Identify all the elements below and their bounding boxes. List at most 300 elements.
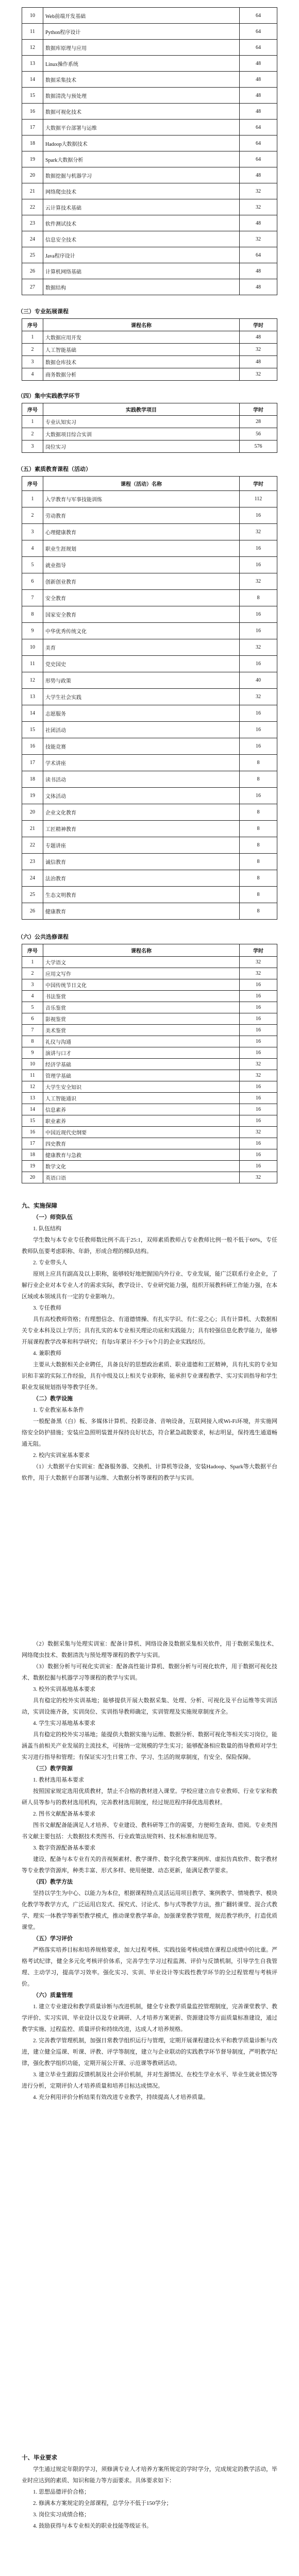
cell-index: 1 — [22, 491, 43, 507]
cell-name: 大数据项目综合实训 — [43, 428, 240, 440]
cell-name: 党史国史 — [43, 656, 240, 672]
cell-name: Spark大数据分析 — [43, 151, 240, 167]
cell-hours: 32 — [240, 573, 277, 590]
section-heading: 3. 数字资源配备基本要求 — [33, 1845, 95, 1851]
table-row — [22, 1149, 277, 1161]
paragraph: 建设、配备与本专业有关的音视频素材、教学课件、数字化教学案例库、虚拟仿真软件、数字教材等专业教学资源库，种类丰富、形式多样、使用便捷、动态更新，能满足教学要求。 — [22, 1856, 277, 1874]
cell-index: 20 — [22, 804, 43, 821]
section-heading: （六）质量管理 — [33, 1992, 73, 1998]
cell-hours: 8 — [240, 854, 277, 870]
quality-course-table — [22, 476, 277, 920]
cell-name: Python程序设计 — [43, 24, 240, 40]
cell-index: 24 — [22, 231, 43, 247]
cell-index: 17 — [22, 755, 43, 771]
cell-index: 6 — [22, 573, 43, 590]
section-heading: （五）学习评价 — [33, 1936, 73, 1942]
cell-hours: 64 — [240, 120, 277, 135]
cell-index: 11 — [22, 656, 43, 672]
cell-hours: 32 — [240, 639, 277, 656]
cell-hours: 32 — [240, 231, 277, 247]
cell-name: 信息素养 — [43, 1104, 240, 1115]
table-row — [22, 540, 277, 557]
cell-index: 1 — [22, 416, 43, 428]
table-row — [22, 167, 277, 183]
table-row — [22, 979, 277, 991]
cell-name: 职业生涯规划 — [43, 540, 240, 557]
cell-hours: 16 — [240, 1081, 277, 1093]
cell-index: 13 — [22, 689, 43, 705]
cell-hours: 64 — [240, 8, 277, 24]
cell-hours: 16 — [240, 991, 277, 1002]
cell-name: 志愿服务 — [43, 705, 240, 722]
cell-index: 10 — [22, 1059, 43, 1070]
cell-hours: 16 — [240, 722, 277, 738]
paragraph: 按照国家规定选用优质教材，禁止不合格的教材进入课堂。学校应建立由专业教师、行业专家和教研人员等参与的教材选用机构，完善教材选用制度，经过规范程序择优选用教材。 — [22, 1788, 277, 1806]
table-row — [22, 215, 277, 231]
section-6 — [18, 930, 277, 1183]
cell-hours: 32 — [240, 1172, 277, 1183]
cell-hours: 32 — [240, 1127, 277, 1138]
cell-hours: 64 — [240, 247, 277, 263]
cell-index: 1 — [22, 957, 43, 968]
cell-index: 20 — [22, 167, 43, 183]
table-row — [22, 1070, 277, 1081]
table-row — [22, 1127, 277, 1138]
cell-name: 形势与政策 — [43, 672, 240, 689]
paragraph: （2）数据采集与处理实训室：配备计算机、网络设备及数据采集相关软件，用于数据采集技术、网络爬虫技术、数据清洗与预处理等课程的教学与实训。 — [22, 1641, 277, 1658]
table-row — [22, 689, 277, 705]
section-5 — [18, 463, 277, 920]
cell-index: 24 — [22, 870, 43, 887]
table-row — [22, 8, 277, 24]
cell-hours: 16 — [240, 1002, 277, 1013]
cell-hours: 48 — [240, 88, 277, 104]
cell-hours: 48 — [240, 104, 277, 120]
table-row — [22, 705, 277, 722]
cell-hours: 16 — [240, 606, 277, 623]
cell-index: 4 — [22, 368, 43, 381]
table-row — [22, 135, 277, 151]
table-row — [22, 183, 277, 199]
cell-hours: 32 — [240, 689, 277, 705]
paragraph: 原则上应具有副高及以上职称，能够较好地把握国内外行业、专业发展，能广泛联系行业企业，了解行业企业对本专业人才的需求实际，教学设计、专业研究能力强，组织开展教科研工作能力强，在本区域或本领域具有一定的专业影响力。 — [22, 1271, 277, 1300]
cell-index: 20 — [22, 1172, 43, 1183]
table-row — [22, 40, 277, 56]
paragraph: 具有稳定的校外实训基地；能够提供开展大数据采集、处理、分析、可视化及平台运维等实训活动，实训设施齐备，实训岗位、实训指导教师确定，实训管理及实施规章制度齐全。 — [22, 1698, 277, 1715]
cell-index: 5 — [22, 1002, 43, 1013]
cell-index: 17 — [22, 120, 43, 135]
cell-name: 职业素养 — [43, 1115, 240, 1127]
section-heading: （二）教学设施 — [33, 1396, 73, 1402]
table-row — [22, 837, 277, 854]
section-heading: 十、毕业要求 — [22, 2455, 57, 2461]
cell-hours: 48 — [240, 215, 277, 231]
cell-name: 软件测试技术 — [43, 215, 240, 231]
practice-table — [22, 403, 277, 453]
cell-index: 22 — [22, 837, 43, 854]
cell-index: 13 — [22, 56, 43, 72]
elective-course-table — [22, 944, 277, 1183]
table-row — [22, 991, 277, 1002]
paragraph: 学生通过规定年限的学习，须修满专业人才培养方案所规定的学时学分，完成规定的教学活动，毕业时应达到的素质、知识和能力等方面要求。具体要求如下： — [22, 2466, 277, 2484]
section-heading: （四）集中实践教学环节 — [18, 393, 80, 399]
cell-hours: 32 — [240, 957, 277, 968]
cell-name: 美术鉴赏 — [43, 1025, 240, 1036]
cell-name: 中国传统节日文化 — [43, 979, 240, 991]
cell-hours: 56 — [240, 428, 277, 440]
paragraph: 具有高校教师资格；有理想信念、有道德情操、有扎实学识、有仁爱之心；具有计算机、大数据相关专业本科及以上学历；具有扎实的本专业相关理论功底和实践能力；具有较强信息化教学能力，能够开展课程教学改革和科学研究；有每5年累计不少于6个月的企业实践经历。 — [22, 1316, 277, 1345]
cell-name: 技能竞赛 — [43, 738, 240, 755]
cell-name: 数学文化 — [43, 1161, 240, 1172]
section-heading: （一）师资队伍 — [33, 1214, 73, 1221]
table-row — [22, 968, 277, 979]
cell-name: 社团活动 — [43, 722, 240, 738]
table-header-row — [22, 944, 277, 957]
cell-index: 8 — [22, 606, 43, 623]
cell-index: 19 — [22, 151, 43, 167]
cell-name: 健康教育与急救 — [43, 1149, 240, 1161]
cell-hours: 16 — [240, 1161, 277, 1172]
table-row — [22, 1138, 277, 1149]
cell-hours: 16 — [240, 1093, 277, 1104]
cell-index: 11 — [22, 24, 43, 40]
cell-index: 18 — [22, 1149, 43, 1161]
paragraph: 学生数与本专业专任教师数比例不高于25:1，双师素质教师占专业教师比例一般不低于60%，专任教师队伍要考虑职称、年龄，形成合理的梯队结构。 — [22, 1237, 277, 1255]
cell-hours: 8 — [240, 804, 277, 821]
paragraph: 1. 建立专业建设和教学质量诊断与改进机制，健全专业教学质量监控管理制度，完善课堂教学、教学评价、实习实训、毕业设计以及专业调研、人才培养方案更新、资源建设等方面质量标准建设，通过教学实施、过程监控、质量评价和持续改进，达成人才培养规格。 — [22, 2004, 277, 2032]
cell-hours: 48 — [240, 356, 277, 368]
cell-hours: 8 — [240, 821, 277, 837]
header-index: 序号 — [22, 319, 43, 331]
cell-index: 19 — [22, 788, 43, 804]
text-graduation-requirements — [22, 2452, 277, 2532]
cell-hours: 16 — [240, 1149, 277, 1161]
table-row — [22, 903, 277, 920]
cell-hours: 64 — [240, 24, 277, 40]
table-row — [22, 24, 277, 40]
table-row — [22, 755, 277, 771]
cell-name: 数据可视化技术 — [43, 104, 240, 120]
cell-name: 中华优秀传统文化 — [43, 623, 240, 639]
cell-index: 2 — [22, 428, 43, 440]
cell-name: Linux操作系统 — [43, 56, 240, 72]
table-row — [22, 247, 277, 263]
cell-hours: 8 — [240, 771, 277, 788]
cell-hours: 16 — [240, 788, 277, 804]
paragraph: 2. 完善教学管理机制，加强日常教学组织运行与管理，定期开展课程建设水平和教学质量诊断与改进，建立健全巡课、听课、评教、评学等制度，建立与企业联动的实践教学环节督导制度，严明教学纪律，强化教学组织功能，定期开展公开课、示范课等教研活动。 — [22, 2038, 277, 2066]
cell-hours: 48 — [240, 56, 277, 72]
cell-hours: 32 — [240, 1059, 277, 1070]
cell-name: 演讲与口才 — [43, 1047, 240, 1059]
cell-name: 就业指导 — [43, 557, 240, 573]
cell-name: 大数据平台部署与运维 — [43, 120, 240, 135]
cell-hours: 16 — [240, 979, 277, 991]
cell-name: 生态文明教育 — [43, 887, 240, 903]
table-row — [22, 1047, 277, 1059]
cell-index: 3 — [22, 524, 43, 540]
cell-name: 四史教育 — [43, 1138, 240, 1149]
cell-index: 14 — [22, 72, 43, 88]
cell-index: 27 — [22, 279, 43, 295]
course-table-continued — [22, 7, 277, 295]
cell-hours: 28 — [240, 416, 277, 428]
cell-index: 6 — [22, 1013, 43, 1025]
section-heading: 3. 校外实训基地基本要求 — [33, 1686, 95, 1692]
table-row — [22, 507, 277, 524]
table-row — [22, 804, 277, 821]
cell-hours: 8 — [240, 903, 277, 920]
table-row — [22, 957, 277, 968]
table-row — [22, 1002, 277, 1013]
table-row — [22, 788, 277, 804]
header-name: 课程名称 — [43, 944, 240, 957]
table-row — [22, 231, 277, 247]
cell-name: 健康教育 — [43, 903, 240, 920]
cell-name: 礼仪与沟通 — [43, 1036, 240, 1047]
cell-name: 工匠精神教育 — [43, 821, 240, 837]
header-hours: 学时 — [240, 403, 277, 416]
table-row — [22, 368, 277, 381]
table-row — [22, 356, 277, 368]
cell-index: 12 — [22, 672, 43, 689]
cell-name: 岗位实习 — [43, 440, 240, 453]
cell-index: 21 — [22, 821, 43, 837]
table-row — [22, 722, 277, 738]
cell-hours: 32 — [240, 524, 277, 540]
cell-index: 15 — [22, 88, 43, 104]
cell-name: 书法鉴赏 — [43, 991, 240, 1002]
table-row — [22, 557, 277, 573]
table-row — [22, 573, 277, 590]
cell-name: 数据挖掘与机器学习 — [43, 167, 240, 183]
extension-course-table — [22, 318, 277, 381]
paragraph: 坚持以学生为中心、以能力为本位，根据课程特点灵活运用项目教学、案例教学、情境教学、模块化教学等教学方式，广泛运用启发式、探究式、讨论式、参与式等教学方法，推广翻转课堂、混合式教学、理实一体教学等新型教学模式，推动课堂教学革命。加强课堂教学管理，规范教学秩序，打造优质课堂。 — [22, 1890, 277, 1930]
cell-hours: 16 — [240, 1025, 277, 1036]
cell-index: 3 — [22, 979, 43, 991]
header-hours: 学时 — [240, 944, 277, 957]
cell-index: 18 — [22, 771, 43, 788]
cell-hours: 16 — [240, 738, 277, 755]
cell-index: 5 — [22, 557, 43, 573]
section-4 — [18, 389, 277, 453]
section-heading: 1. 队伍结构 — [33, 1226, 61, 1232]
section-heading: 2. 图书文献配备基本要求 — [33, 1811, 95, 1817]
table-row — [22, 263, 277, 279]
table-row — [22, 491, 277, 507]
section-heading: 1. 专业教室基本条件 — [33, 1407, 84, 1413]
cell-name: 创新创业教育 — [43, 573, 240, 590]
cell-index: 3 — [22, 356, 43, 368]
cell-name: 专题讲座 — [43, 837, 240, 854]
paragraph: 4. 充分利用评价分析结果有效改进专业教学，持续提高人才培养质量。 — [33, 2094, 209, 2100]
cell-index: 17 — [22, 1138, 43, 1149]
cell-name: 法治教育 — [43, 870, 240, 887]
cell-name: 网络爬虫技术 — [43, 183, 240, 199]
section-heading: 1. 教材选用基本要求 — [33, 1777, 84, 1783]
cell-hours: 16 — [240, 1115, 277, 1127]
cell-hours: 8 — [240, 590, 277, 606]
header-hours: 学时 — [240, 319, 277, 331]
cell-name: 数据采集技术 — [43, 72, 240, 88]
cell-index: 7 — [22, 1025, 43, 1036]
cell-name: 学术讲座 — [43, 755, 240, 771]
header-name: 课程（活动）名称 — [43, 477, 240, 491]
cell-name: 读书活动 — [43, 771, 240, 788]
cell-name: Web前端开发基础 — [43, 8, 240, 24]
cell-name: 劳动教育 — [43, 507, 240, 524]
cell-name: 英语口语 — [43, 1172, 240, 1183]
cell-index: 15 — [22, 722, 43, 738]
section-heading: 2. 专业带头人 — [33, 1260, 67, 1266]
cell-hours: 32 — [240, 1070, 277, 1081]
cell-name: 应用文写作 — [43, 968, 240, 979]
cell-name: 管理学基础 — [43, 1070, 240, 1081]
section-heading: 九、实施保障 — [22, 1203, 57, 1209]
table-row — [22, 88, 277, 104]
cell-name: 美育 — [43, 639, 240, 656]
cell-name: Hadoop大数据技术 — [43, 135, 240, 151]
paragraph: （1）大数据平台实训室：配备服务器、交换机、计算机等设备，安装Hadoop、Spark等大数据平台软件，用于大数据平台部署与运维、大数据分析等课程的教学与实训。 — [22, 1464, 277, 1481]
table-header-row — [22, 403, 277, 416]
cell-index: 14 — [22, 1104, 43, 1115]
cell-hours: 48 — [240, 331, 277, 344]
cell-index: 26 — [22, 263, 43, 279]
cell-index: 16 — [22, 738, 43, 755]
table-row — [22, 606, 277, 623]
cell-index: 10 — [22, 639, 43, 656]
section-heading: （六）公共选修课程 — [18, 934, 69, 940]
cell-hours: 16 — [240, 540, 277, 557]
table-row — [22, 416, 277, 428]
cell-name: 大学语文 — [43, 957, 240, 968]
cell-name: 专业认知实习 — [43, 416, 240, 428]
cell-index: 2 — [22, 968, 43, 979]
cell-index: 4 — [22, 991, 43, 1002]
cell-name: 国家安全教育 — [43, 606, 240, 623]
table-row — [22, 120, 277, 135]
paragraph: 主要从大数据相关企业聘任，具备良好的思想政治素质、职业道德和工匠精神，具有扎实的专业知识和丰富的实际工作经验，具有中级及以上相关专业职称，能承担专业课程教学、实习实训指导和学生职业发展规划指导等教学任务。 — [22, 1362, 277, 1391]
cell-name: 诚信教育 — [43, 854, 240, 870]
cell-index: 2 — [22, 344, 43, 356]
cell-index: 12 — [22, 1081, 43, 1093]
table-header-row — [22, 477, 277, 491]
cell-hours: 48 — [240, 167, 277, 183]
cell-index: 23 — [22, 854, 43, 870]
table-row — [22, 656, 277, 672]
cell-index: 13 — [22, 1093, 43, 1104]
cell-name: 音乐鉴赏 — [43, 1002, 240, 1013]
table-row — [22, 1172, 277, 1183]
cell-index: 21 — [22, 183, 43, 199]
cell-name: 计算机网络基础 — [43, 263, 240, 279]
table-row — [22, 524, 277, 540]
section-heading: 3. 专任教师 — [33, 1305, 61, 1311]
paragraph: 4. 鼓励获得与本专业相关的职业技能等级证书。 — [33, 2523, 152, 2529]
cell-hours: 64 — [240, 135, 277, 151]
cell-index: 11 — [22, 1070, 43, 1081]
table-row — [22, 1081, 277, 1093]
cell-hours: 8 — [240, 837, 277, 854]
table-row — [22, 887, 277, 903]
cell-index: 23 — [22, 215, 43, 231]
section-heading: （五）素质教育课程（活动） — [18, 466, 91, 472]
cell-name: 数据仓库技术 — [43, 356, 240, 368]
cell-name: 文体活动 — [43, 788, 240, 804]
cell-index: 18 — [22, 135, 43, 151]
cell-hours: 64 — [240, 151, 277, 167]
table-row — [22, 1104, 277, 1115]
header-hours: 学时 — [240, 477, 277, 491]
header-name: 实践教学项目 — [43, 403, 240, 416]
cell-hours: 32 — [240, 368, 277, 381]
cell-hours: 16 — [240, 1036, 277, 1047]
cell-hours: 48 — [240, 279, 277, 295]
cell-name: 影视鉴赏 — [43, 1013, 240, 1025]
table-row — [22, 821, 277, 837]
cell-hours: 32 — [240, 183, 277, 199]
section-heading: 4. 学生实习基地基本要求 — [33, 1720, 95, 1726]
cell-index: 4 — [22, 540, 43, 557]
cell-name: 大学生安全知识 — [43, 1081, 240, 1093]
cell-index: 12 — [22, 40, 43, 56]
cell-name: 大数据应用开发 — [43, 331, 240, 344]
cell-index: 16 — [22, 104, 43, 120]
cell-index: 26 — [22, 903, 43, 920]
table-row — [22, 672, 277, 689]
cell-index: 1 — [22, 331, 43, 344]
table-row — [22, 1036, 277, 1047]
cell-hours: 48 — [240, 72, 277, 88]
cell-index: 25 — [22, 247, 43, 263]
table-row — [22, 590, 277, 606]
section-heading: （三）专业拓展课程 — [18, 309, 69, 315]
header-index: 序号 — [22, 477, 43, 491]
cell-name: 人工智能通识 — [43, 1093, 240, 1104]
text-implementation-continued — [22, 1638, 277, 2103]
cell-index: 7 — [22, 590, 43, 606]
cell-index: 15 — [22, 1115, 43, 1127]
table-row — [22, 1161, 277, 1172]
cell-hours: 16 — [240, 623, 277, 639]
cell-hours: 32 — [240, 968, 277, 979]
cell-hours: 8 — [240, 870, 277, 887]
cell-name: 入学教育与军事技能训练 — [43, 491, 240, 507]
table-row — [22, 428, 277, 440]
cell-index: 16 — [22, 1127, 43, 1138]
section-heading: （四）教学方法 — [33, 1879, 73, 1885]
table-row — [22, 870, 277, 887]
cell-name: 数据结构 — [43, 279, 240, 295]
cell-hours: 112 — [240, 491, 277, 507]
table-row — [22, 199, 277, 215]
cell-hours: 16 — [240, 705, 277, 722]
cell-name: 数据清洗与预处理 — [43, 88, 240, 104]
cell-index: 9 — [22, 623, 43, 639]
cell-hours: 32 — [240, 344, 277, 356]
table-row — [22, 639, 277, 656]
table-row — [22, 1115, 277, 1127]
cell-index: 2 — [22, 507, 43, 524]
table-row — [22, 279, 277, 295]
section-heading: 4. 兼职教师 — [33, 1350, 61, 1357]
table-row — [22, 104, 277, 120]
paragraph: 严格落实培养目标和培养规格要求，加大过程考核、实践技能考核成绩在课程总成绩中的比重。严格考试纪律，健全多元化考核评价体系，完善学生学习过程监测、评价与反馈机制，引导学生自我管理、主动学习，提高学习效率。强化实习、实训、毕业设计等实践性教学环节的全过程管理与考核评价。 — [22, 1947, 277, 1987]
table-row — [22, 72, 277, 88]
table-row — [22, 771, 277, 788]
header-index: 序号 — [22, 403, 43, 416]
cell-index: 9 — [22, 1047, 43, 1059]
cell-name: 商务数据分析 — [43, 368, 240, 381]
